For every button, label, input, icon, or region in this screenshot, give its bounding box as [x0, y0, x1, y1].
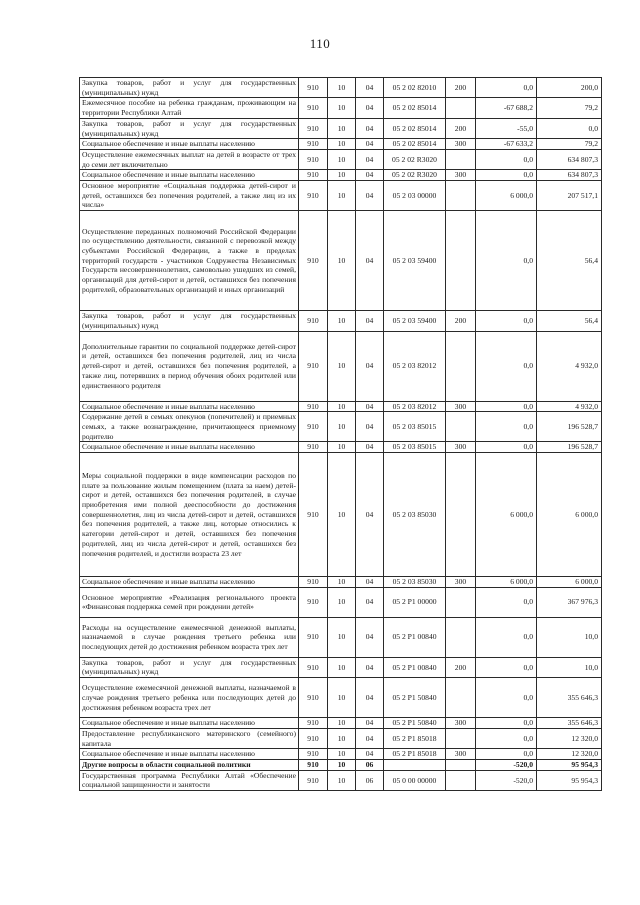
cell-expense-kind: [446, 453, 476, 577]
cell-ministry-code: 910: [299, 311, 328, 331]
cell-target-article: 05 2 03 85030: [384, 577, 446, 588]
cell-expense-kind: [446, 587, 476, 617]
cell-total-amount: 207 517,1: [537, 181, 602, 211]
cell-subsection-code: 04: [356, 678, 384, 718]
table-row: [80, 728, 602, 748]
cell-total-amount: 56,4: [537, 211, 602, 311]
cell-description: Социальное обеспечение и иные выплаты населению: [80, 749, 299, 760]
cell-description: Закупка товаров, работ и услуг для государственных (муниципальных) нужд: [80, 657, 299, 677]
cell-section-code: 10: [328, 139, 356, 150]
cell-expense-kind: 300: [446, 170, 476, 181]
cell-ministry-code: 910: [299, 181, 328, 211]
cell-expense-kind: 300: [446, 749, 476, 760]
cell-total-amount: 196 528,7: [537, 412, 602, 442]
cell-description: Социальное обеспечение и иные выплаты населению: [80, 401, 299, 412]
cell-change-amount: -520,0: [476, 770, 537, 790]
cell-section-code: 10: [328, 718, 356, 729]
cell-ministry-code: 910: [299, 759, 328, 770]
cell-target-article: 05 2 03 85030: [384, 453, 446, 577]
cell-ministry-code: 910: [299, 170, 328, 181]
cell-expense-kind: [446, 211, 476, 311]
cell-total-amount: 10,0: [537, 617, 602, 657]
cell-section-code: 10: [328, 678, 356, 718]
cell-expense-kind: [446, 412, 476, 442]
cell-section-code: 10: [328, 759, 356, 770]
cell-description: Закупка товаров, работ и услуг для государственных (муниципальных) нужд: [80, 78, 299, 98]
cell-section-code: 10: [328, 170, 356, 181]
table-row: [80, 401, 602, 412]
cell-target-article: 05 2 02 R3020: [384, 149, 446, 169]
cell-expense-kind: [446, 759, 476, 770]
cell-section-code: 10: [328, 657, 356, 677]
cell-total-amount: 4 932,0: [537, 401, 602, 412]
cell-change-amount: 0,0: [476, 617, 537, 657]
cell-change-amount: 0,0: [476, 587, 537, 617]
cell-change-amount: 6 000,0: [476, 181, 537, 211]
cell-change-amount: 0,0: [476, 718, 537, 729]
cell-total-amount: 200,0: [537, 78, 602, 98]
cell-total-amount: 95 954,3: [537, 770, 602, 790]
cell-ministry-code: 910: [299, 149, 328, 169]
cell-ministry-code: 910: [299, 78, 328, 98]
table-row: [80, 770, 602, 790]
cell-subsection-code: 04: [356, 718, 384, 729]
cell-target-article: 05 2 02 R3020: [384, 170, 446, 181]
table-row: [80, 331, 602, 401]
cell-section-code: 10: [328, 412, 356, 442]
cell-ministry-code: 910: [299, 678, 328, 718]
cell-description: Основное мероприятие «Реализация регионального проекта «Финансовая поддержка семей при рождении детей»: [80, 587, 299, 617]
cell-target-article: 05 2 P1 85018: [384, 749, 446, 760]
cell-description: Социальное обеспечение и иные выплаты населению: [80, 577, 299, 588]
cell-target-article: [384, 759, 446, 770]
cell-expense-kind: [446, 728, 476, 748]
cell-subsection-code: 04: [356, 211, 384, 311]
cell-subsection-code: 06: [356, 759, 384, 770]
table-row: [80, 139, 602, 150]
cell-expense-kind: [446, 98, 476, 118]
cell-expense-kind: [446, 617, 476, 657]
cell-target-article: 05 2 P1 00000: [384, 587, 446, 617]
cell-description: Меры социальной поддержки в виде компенсации расходов по плате за пользование жилым помещением (плата за наем) детей-сирот и детей, оставшихся без попечения родителей, в случае приобретения ими полной дееспособности до достижения совершеннолетия, лиц из числа детей-сирот и детей, оставшихся без попечения родителей, а также лиц, которые относились к категории детей-сирот и детей, оставшихся без попечения родителей, лиц из числа детей-сирот и детей, оставшихся без попечения родителей, и достигли возраста 23 лет: [80, 453, 299, 577]
cell-subsection-code: 04: [356, 149, 384, 169]
cell-expense-kind: [446, 678, 476, 718]
cell-expense-kind: [446, 181, 476, 211]
cell-ministry-code: 910: [299, 587, 328, 617]
cell-description: Расходы на осуществление ежемесячной денежной выплаты, назначаемой в случае рождения третьего ребенка или последующих детей до достижения ребенком возраста трех лет: [80, 617, 299, 657]
cell-target-article: 05 2 02 82010: [384, 78, 446, 98]
cell-total-amount: 95 954,3: [537, 759, 602, 770]
cell-section-code: 10: [328, 770, 356, 790]
table-row: [80, 577, 602, 588]
cell-subsection-code: 04: [356, 118, 384, 138]
cell-subsection-code: 04: [356, 331, 384, 401]
cell-expense-kind: 200: [446, 657, 476, 677]
cell-target-article: 05 2 03 59400: [384, 311, 446, 331]
cell-change-amount: 0,0: [476, 412, 537, 442]
cell-change-amount: -55,0: [476, 118, 537, 138]
cell-total-amount: 79,2: [537, 139, 602, 150]
cell-target-article: 05 2 03 85015: [384, 442, 446, 453]
cell-change-amount: -67 688,2: [476, 98, 537, 118]
cell-subsection-code: 04: [356, 728, 384, 748]
table-row: [80, 211, 602, 311]
cell-subsection-code: 04: [356, 412, 384, 442]
cell-total-amount: 79,2: [537, 98, 602, 118]
cell-description: Социальное обеспечение и иные выплаты населению: [80, 139, 299, 150]
cell-subsection-code: 04: [356, 170, 384, 181]
cell-section-code: 10: [328, 401, 356, 412]
table-body: [80, 78, 602, 791]
table-row: [80, 98, 602, 118]
cell-subsection-code: 04: [356, 181, 384, 211]
cell-change-amount: 0,0: [476, 678, 537, 718]
cell-change-amount: 0,0: [476, 311, 537, 331]
cell-total-amount: 10,0: [537, 657, 602, 677]
cell-section-code: 10: [328, 118, 356, 138]
cell-change-amount: 0,0: [476, 749, 537, 760]
cell-section-code: 10: [328, 98, 356, 118]
cell-target-article: 05 2 02 85014: [384, 118, 446, 138]
table-row: [80, 181, 602, 211]
cell-total-amount: 355 646,3: [537, 678, 602, 718]
cell-total-amount: 0,0: [537, 118, 602, 138]
cell-description: Содержание детей в семьях опекунов (попечителей) и приемных семьях, а также вознаграждение, причитающееся приемному родителю: [80, 412, 299, 442]
cell-description: Основное мероприятие «Социальная поддержка детей-сирот и детей, оставшихся без попечения родителей, а также лиц из их числа»: [80, 181, 299, 211]
cell-section-code: 10: [328, 149, 356, 169]
cell-description: Другие вопросы в области социальной политики: [80, 759, 299, 770]
cell-description: Осуществление переданных полномочий Российской Федерации по осуществлению деятельности, связанной с перевозкой между субъектами Российской Федерации, а также в пределах территорий государств - участников Содружества Независимых Государств несовершеннолетних, самовольно ушедших из семей, организаций для детей-сирот и детей, оставшихся без попечения родителей, образовательных организаций и иных организаций: [80, 211, 299, 311]
cell-total-amount: 196 528,7: [537, 442, 602, 453]
table-row: [80, 657, 602, 677]
table-row: [80, 170, 602, 181]
cell-change-amount: 0,0: [476, 442, 537, 453]
cell-description: Закупка товаров, работ и услуг для государственных (муниципальных) нужд: [80, 311, 299, 331]
cell-section-code: 10: [328, 617, 356, 657]
page-number: 110: [309, 36, 331, 51]
cell-change-amount: 0,0: [476, 170, 537, 181]
cell-change-amount: 0,0: [476, 728, 537, 748]
cell-total-amount: 6 000,0: [537, 453, 602, 577]
table-row: [80, 749, 602, 760]
cell-ministry-code: 910: [299, 728, 328, 748]
table-row: [80, 442, 602, 453]
cell-change-amount: 0,0: [476, 149, 537, 169]
cell-subsection-code: 04: [356, 98, 384, 118]
cell-subsection-code: 04: [356, 78, 384, 98]
cell-section-code: 10: [328, 442, 356, 453]
cell-subsection-code: 04: [356, 139, 384, 150]
cell-description: Закупка товаров, работ и услуг для государственных (муниципальных) нужд: [80, 118, 299, 138]
cell-description: Осуществление ежемесячных выплат на детей в возрасте от трех до семи лет включительно: [80, 149, 299, 169]
cell-ministry-code: 910: [299, 617, 328, 657]
cell-expense-kind: 300: [446, 401, 476, 412]
cell-ministry-code: 910: [299, 98, 328, 118]
cell-ministry-code: 910: [299, 118, 328, 138]
cell-section-code: 10: [328, 749, 356, 760]
cell-subsection-code: 04: [356, 442, 384, 453]
cell-total-amount: 367 976,3: [537, 587, 602, 617]
table-row: [80, 617, 602, 657]
cell-total-amount: 634 807,3: [537, 149, 602, 169]
cell-total-amount: 12 320,0: [537, 728, 602, 748]
cell-description: Предоставление республиканского материнского (семейного) капитала: [80, 728, 299, 748]
budget-table: [79, 77, 602, 791]
table-row: [80, 678, 602, 718]
cell-ministry-code: 910: [299, 211, 328, 311]
cell-ministry-code: 910: [299, 412, 328, 442]
cell-subsection-code: 06: [356, 770, 384, 790]
cell-change-amount: 6 000,0: [476, 453, 537, 577]
cell-target-article: 05 2 P1 85018: [384, 728, 446, 748]
table-row: [80, 412, 602, 442]
cell-section-code: 10: [328, 78, 356, 98]
cell-expense-kind: [446, 770, 476, 790]
cell-expense-kind: 200: [446, 118, 476, 138]
cell-ministry-code: 910: [299, 770, 328, 790]
cell-description: Социальное обеспечение и иные выплаты населению: [80, 442, 299, 453]
cell-target-article: 05 2 P1 50840: [384, 718, 446, 729]
cell-expense-kind: 300: [446, 577, 476, 588]
cell-expense-kind: 300: [446, 139, 476, 150]
table-row: [80, 587, 602, 617]
cell-expense-kind: 300: [446, 442, 476, 453]
cell-description: Социальное обеспечение и иные выплаты населению: [80, 170, 299, 181]
cell-section-code: 10: [328, 181, 356, 211]
cell-ministry-code: 910: [299, 718, 328, 729]
cell-description: Государственная программа Республики Алтай «Обеспечение социальной защищенности и занятости: [80, 770, 299, 790]
cell-description: Дополнительные гарантии по социальной поддержке детей-сирот и детей, оставшихся без попечения родителей, лиц из числа детей-сирот и детей, оставшихся без попечения родителей, а также лиц, потерявших в период обучения обоих родителей или единственного родителя: [80, 331, 299, 401]
table-row: [80, 78, 602, 98]
cell-target-article: 05 2 P1 50840: [384, 678, 446, 718]
cell-change-amount: -67 633,2: [476, 139, 537, 150]
cell-ministry-code: 910: [299, 577, 328, 588]
cell-section-code: 10: [328, 577, 356, 588]
cell-subsection-code: 04: [356, 749, 384, 760]
cell-target-article: 05 0 00 00000: [384, 770, 446, 790]
cell-total-amount: 634 807,3: [537, 170, 602, 181]
cell-subsection-code: 04: [356, 401, 384, 412]
cell-ministry-code: 910: [299, 139, 328, 150]
cell-change-amount: 0,0: [476, 78, 537, 98]
cell-description: Ежемесячное пособие на ребенка гражданам, проживающим на территории Республики Алтай: [80, 98, 299, 118]
table-row: [80, 311, 602, 331]
cell-target-article: 05 2 02 85014: [384, 139, 446, 150]
table-row: [80, 453, 602, 577]
cell-ministry-code: 910: [299, 401, 328, 412]
cell-ministry-code: 910: [299, 442, 328, 453]
cell-target-article: 05 2 03 82012: [384, 331, 446, 401]
cell-subsection-code: 04: [356, 311, 384, 331]
table-row: [80, 759, 602, 770]
table-row: [80, 149, 602, 169]
cell-section-code: 10: [328, 587, 356, 617]
cell-ministry-code: 910: [299, 657, 328, 677]
cell-target-article: 05 2 03 59400: [384, 211, 446, 311]
cell-expense-kind: [446, 149, 476, 169]
cell-target-article: 05 2 03 85015: [384, 412, 446, 442]
table-row: [80, 718, 602, 729]
cell-change-amount: 0,0: [476, 211, 537, 311]
cell-subsection-code: 04: [356, 577, 384, 588]
cell-total-amount: 355 646,3: [537, 718, 602, 729]
cell-target-article: 05 2 03 82012: [384, 401, 446, 412]
cell-section-code: 10: [328, 211, 356, 311]
cell-description: Осуществление ежемесячной денежной выплаты, назначаемой в случае рождения третьего ребенка или последующих детей до достижения ребенком возраста трех лет: [80, 678, 299, 718]
cell-change-amount: 0,0: [476, 331, 537, 401]
cell-target-article: 05 2 02 85014: [384, 98, 446, 118]
cell-expense-kind: 200: [446, 78, 476, 98]
cell-description: Социальное обеспечение и иные выплаты населению: [80, 718, 299, 729]
cell-target-article: 05 2 03 00000: [384, 181, 446, 211]
cell-subsection-code: 04: [356, 453, 384, 577]
cell-ministry-code: 910: [299, 331, 328, 401]
table-row: [80, 118, 602, 138]
cell-section-code: 10: [328, 311, 356, 331]
cell-section-code: 10: [328, 453, 356, 577]
cell-subsection-code: 04: [356, 587, 384, 617]
cell-subsection-code: 04: [356, 657, 384, 677]
cell-total-amount: 6 000,0: [537, 577, 602, 588]
cell-expense-kind: [446, 331, 476, 401]
cell-section-code: 10: [328, 331, 356, 401]
cell-subsection-code: 04: [356, 617, 384, 657]
cell-change-amount: 0,0: [476, 401, 537, 412]
cell-expense-kind: 300: [446, 718, 476, 729]
cell-change-amount: -520,0: [476, 759, 537, 770]
cell-change-amount: 6 000,0: [476, 577, 537, 588]
cell-ministry-code: 910: [299, 749, 328, 760]
cell-total-amount: 4 932,0: [537, 331, 602, 401]
cell-change-amount: 0,0: [476, 657, 537, 677]
cell-expense-kind: 200: [446, 311, 476, 331]
cell-target-article: 05 2 P1 00840: [384, 657, 446, 677]
cell-total-amount: 56,4: [537, 311, 602, 331]
cell-ministry-code: 910: [299, 453, 328, 577]
cell-total-amount: 12 320,0: [537, 749, 602, 760]
cell-target-article: 05 2 P1 00840: [384, 617, 446, 657]
cell-section-code: 10: [328, 728, 356, 748]
